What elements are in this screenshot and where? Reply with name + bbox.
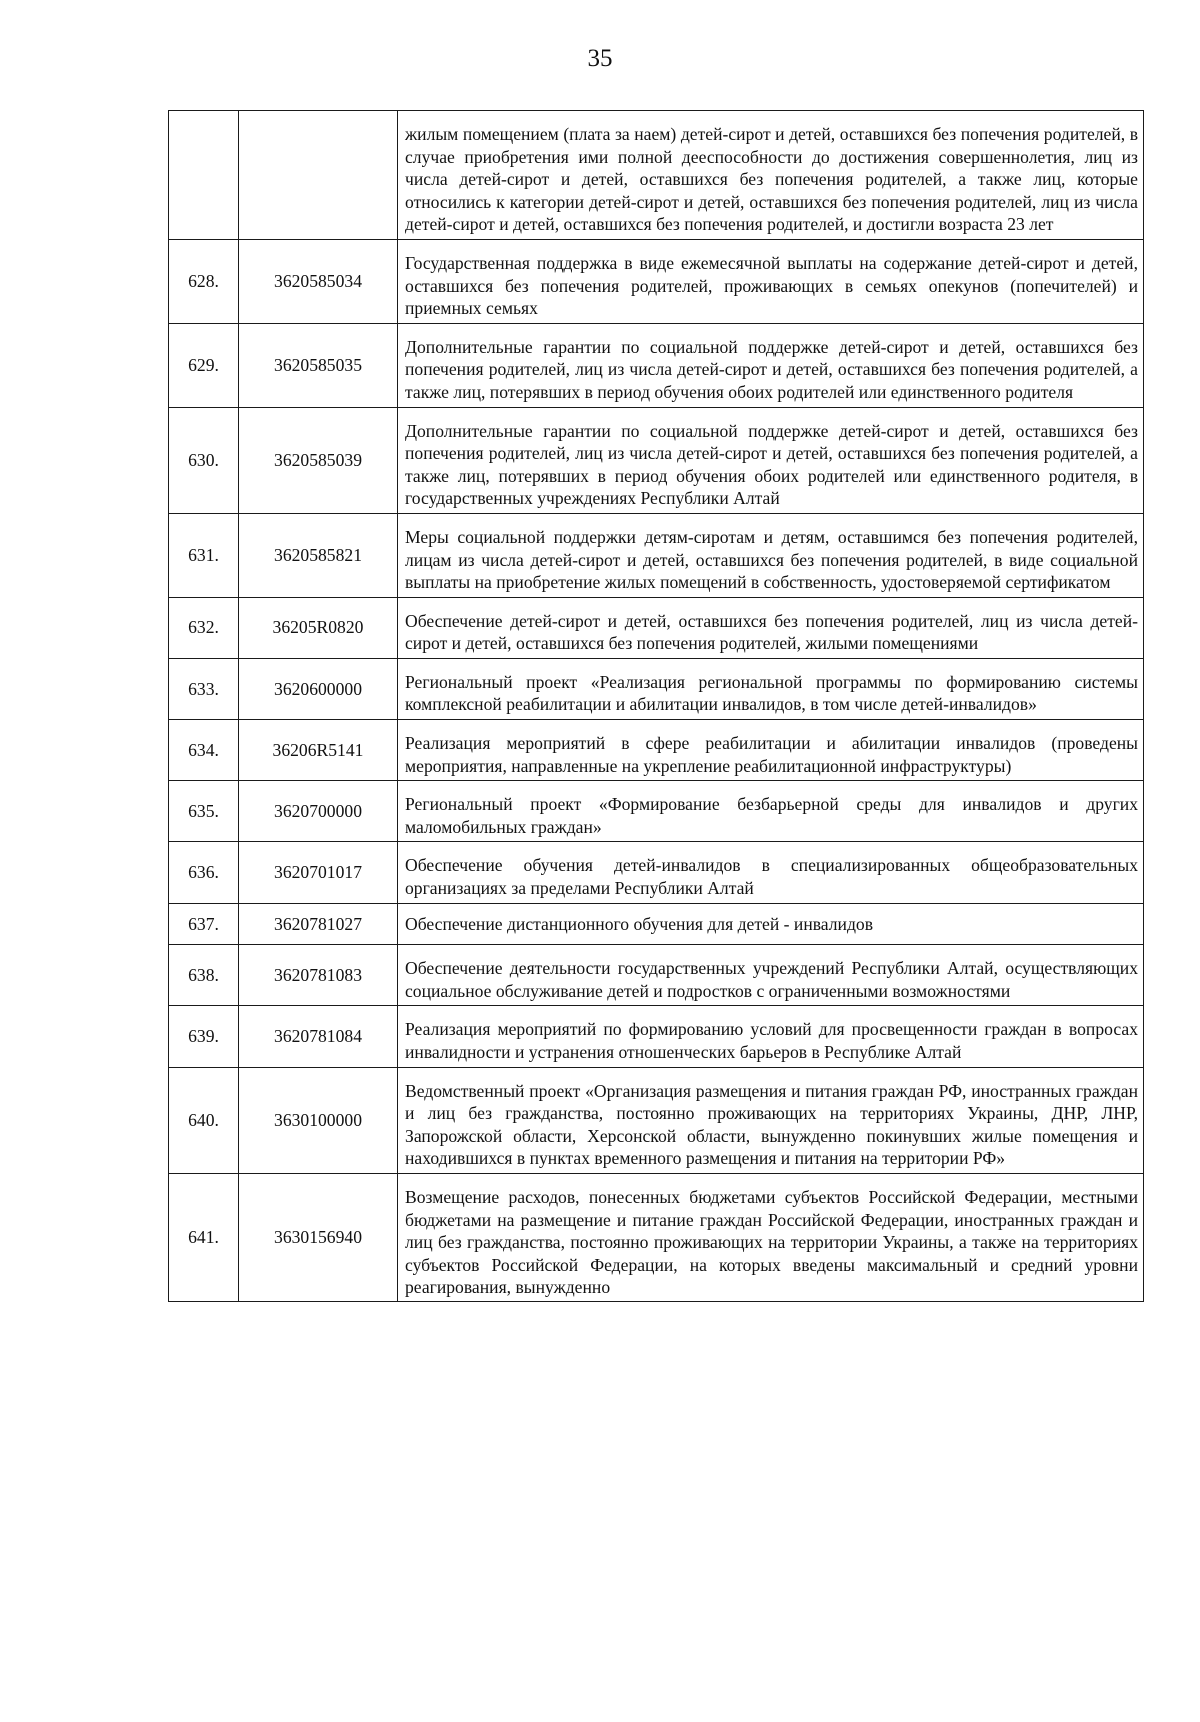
table-row: [169, 903, 1144, 945]
row-description: Реализация мероприятий по формированию условий для просвещенности граждан в вопросах инвалидности и устранения отношенческих барьеров в Республике Алтай: [398, 1006, 1144, 1067]
row-number: 632.: [169, 597, 239, 658]
row-code: 3620585039: [239, 407, 398, 513]
table-row: [169, 513, 1144, 597]
row-number: 640.: [169, 1067, 239, 1173]
row-number: 634.: [169, 720, 239, 781]
row-code: 3620781084: [239, 1006, 398, 1067]
row-description: Меры социальной поддержки детям-сиротам и детям, оставшимся без попечения родителей, лицам из числа детей-сирот и детей, оставшихся без попечения родителей, в виде социальной выплаты на приобретение жилых помещений в собственность, удостоверяемой сертификатом: [398, 513, 1144, 597]
page-number: 35: [587, 45, 613, 72]
row-number: 637.: [169, 903, 239, 945]
row-code: 36205R0820: [239, 597, 398, 658]
row-code: 3630156940: [239, 1173, 398, 1301]
row-code: 3620585034: [239, 239, 398, 323]
row-description: Обеспечение обучения детей-инвалидов в специализированных общеобразовательных организациях за пределами Республики Алтай: [398, 842, 1144, 903]
table-row: [169, 1006, 1144, 1067]
row-code: 3620585035: [239, 323, 398, 407]
row-description: Региональный проект «Формирование безбарьерной среды для инвалидов и других маломобильных граждан»: [398, 781, 1144, 842]
row-number: 633.: [169, 658, 239, 719]
table-row: [169, 597, 1144, 658]
table-row: [169, 1173, 1144, 1301]
row-description: Государственная поддержка в виде ежемесячной выплаты на содержание детей-сирот и детей, оставшихся без попечения родителей, проживающих в семьях опекунов (попечителей) и приемных семьях: [398, 239, 1144, 323]
row-number: 628.: [169, 239, 239, 323]
row-description: Обеспечение детей-сирот и детей, оставшихся без попечения родителей, лиц из числа детей-сирот и детей, оставшихся без попечения родителей, жилыми помещениями: [398, 597, 1144, 658]
table-row: [169, 407, 1144, 513]
row-description: жилым помещением (плата за наем) детей-сирот и детей, оставшихся без попечения родителей, в случае приобретения ими полной дееспособности до достижения совершеннолетия, лиц из числа детей-сирот и детей, оставшихся без попечения родителей, а также лиц, которые относились к категории детей-сирот и детей, оставшихся без попечения родителей, лиц из числа детей-сирот и детей, оставшихся без попечения родителей, и достигли возраста 23 лет: [398, 111, 1144, 240]
row-number: 639.: [169, 1006, 239, 1067]
table-row: [169, 1067, 1144, 1173]
row-description: Дополнительные гарантии по социальной поддержке детей-сирот и детей, оставшихся без попечения родителей, лиц из числа детей-сирот и детей, оставшихся без попечения родителей, а также лиц, потерявших в период обучения обоих родителей или единственного родителя, в государственных учреждениях Республики Алтай: [398, 407, 1144, 513]
table-row: [169, 323, 1144, 407]
row-code: 3620781027: [239, 903, 398, 945]
table-row: [169, 945, 1144, 1006]
row-code: 3620781083: [239, 945, 398, 1006]
table-row: [169, 111, 1144, 240]
row-description: Обеспечение деятельности государственных учреждений Республики Алтай, осуществляющих социальное обслуживание детей и подростков с ограниченными возможностями: [398, 945, 1144, 1006]
row-code: 36206R5141: [239, 720, 398, 781]
row-number: 636.: [169, 842, 239, 903]
row-code: 3620600000: [239, 658, 398, 719]
row-description: Реализация мероприятий в сфере реабилитации и абилитации инвалидов (проведены мероприятия, направленные на укрепление реабилитационной инфраструктуры): [398, 720, 1144, 781]
row-description: Региональный проект «Реализация региональной программы по формированию системы комплексной реабилитации и абилитации инвалидов, в том числе детей-инвалидов»: [398, 658, 1144, 719]
row-number: 635.: [169, 781, 239, 842]
row-description: Обеспечение дистанционного обучения для детей - инвалидов: [398, 903, 1144, 945]
row-code: 3620701017: [239, 842, 398, 903]
row-description: Ведомственный проект «Организация размещения и питания граждан РФ, иностранных граждан и лиц без гражданства, постоянно проживающих на территориях Украины, ДНР, ЛНР, Запорожской области, Херсонской области, вынужденно покинувших жилые помещения и находившихся в пунктах временного размещения и питания на территории РФ»: [398, 1067, 1144, 1173]
table-row: [169, 239, 1144, 323]
table-row: [169, 842, 1144, 903]
table-row: [169, 781, 1144, 842]
row-number: 630.: [169, 407, 239, 513]
row-number: 641.: [169, 1173, 239, 1301]
row-code: [239, 111, 398, 240]
table-row: [169, 658, 1144, 719]
budget-classification-table: [168, 110, 1144, 1302]
row-number: 631.: [169, 513, 239, 597]
row-code: 3620700000: [239, 781, 398, 842]
row-description: Возмещение расходов, понесенных бюджетами субъектов Российской Федерации, местными бюджетами на размещение и питание граждан Российской Федерации, иностранных граждан и лиц без гражданства, постоянно проживающих на территории Украины, а также на территориях субъектов Российской Федерации, на которых введены максимальный и средний уровни реагирования, вынужденно: [398, 1173, 1144, 1301]
row-number: 629.: [169, 323, 239, 407]
row-number: [169, 111, 239, 240]
row-code: 3630100000: [239, 1067, 398, 1173]
row-description: Дополнительные гарантии по социальной поддержке детей-сирот и детей, оставшихся без попечения родителей, лиц из числа детей-сирот и детей, оставшихся без попечения родителей, а также лиц, потерявших в период обучения обоих родителей или единственного родителя: [398, 323, 1144, 407]
row-code: 3620585821: [239, 513, 398, 597]
table-row: [169, 720, 1144, 781]
row-number: 638.: [169, 945, 239, 1006]
